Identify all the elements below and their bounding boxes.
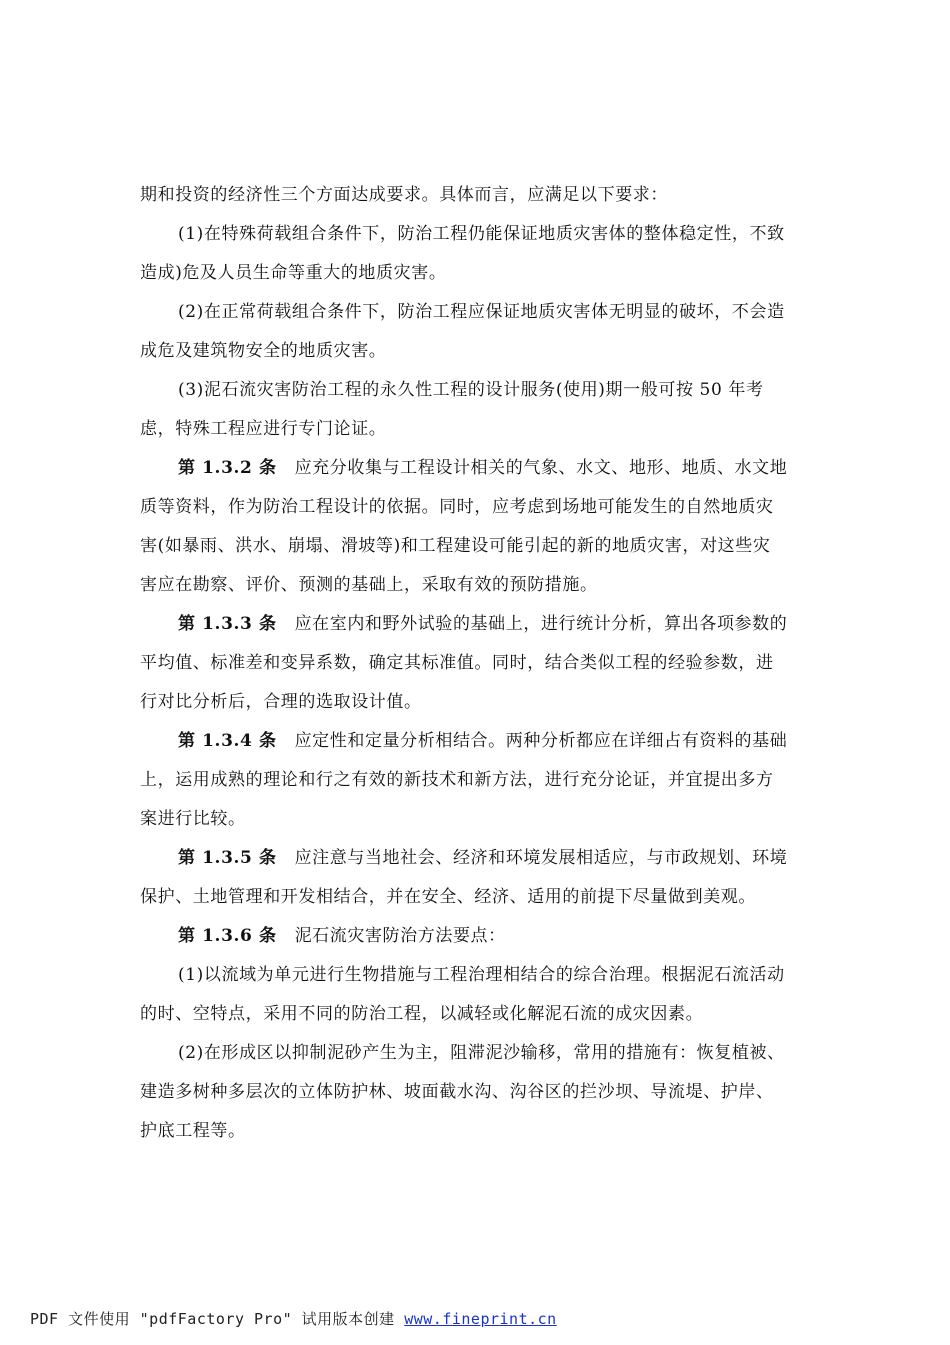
line-text: 成危及建筑物安全的地质灾害。 [140,341,387,361]
text-line [140,761,812,800]
line-text: 害(如暴雨、洪水、崩塌、滑坡等)和工程建设可能引起的新的地质灾害，对这些灾 [140,536,771,556]
text-line [140,839,812,878]
text-line [140,956,812,995]
line-text: 案进行比较。 [140,809,246,829]
line-text: 行对比分析后，合理的选取设计值。 [140,692,422,712]
text-line [140,1073,812,1112]
line-text: 上，运用成熟的理论和行之有效的新技术和新方法，进行充分论证，并宜提出多方 [140,770,774,790]
text-line [140,254,812,293]
text-line [140,683,812,722]
text-line [140,449,812,488]
article-number: 第 1.3.4 条 [178,731,277,751]
text-line [140,566,812,605]
text-line [140,527,812,566]
line-text: 建造多树种多层次的立体防护林、坡面截水沟、沟谷区的拦沙坝、导流堤、护岸、 [140,1082,774,1102]
text-line [140,995,812,1034]
text-line [140,878,812,917]
line-text: 应在室内和野外试验的基础上，进行统计分析，算出各项参数的 [294,614,788,634]
line-text: 害应在勘察、评价、预测的基础上，采取有效的预防措施。 [140,575,598,595]
line-text: 平均值、标准差和变异系数，确定其标准值。同时，结合类似工程的经验参数，进 [140,653,774,673]
line-text: (3)泥石流灾害防治工程的永久性工程的设计服务(使用)期一般可按 50 年考 [178,380,764,400]
line-text: (2)在形成区以抑制泥砂产生为主，阻滞泥沙输移，常用的措施有：恢复植被、 [178,1043,785,1063]
text-line [140,644,812,683]
text-line [140,293,812,332]
line-text: 的时、空特点，采用不同的防治工程，以减轻或化解泥石流的成灾因素。 [140,1004,704,1024]
line-text: (1)在特殊荷载组合条件下，防治工程仍能保证地质灾害体的整体稳定性，不致 [178,224,785,244]
line-text: 应注意与当地社会、经济和环境发展相适应，与市政规划、环境 [294,848,788,868]
line-text: 应定性和定量分析相结合。两种分析都应在详细占有资料的基础 [294,731,788,751]
article-number: 第 1.3.6 条 [178,926,277,946]
line-text: 虑，特殊工程应进行专门论证。 [140,419,387,439]
line-text: 保护、土地管理和开发相结合，并在安全、经济、适用的前提下尽量做到美观。 [140,887,756,907]
text-line [140,332,812,371]
line-text: (1)以流域为单元进行生物措施与工程治理相结合的综合治理。根据泥石流活动 [178,965,785,985]
pdf-footer [30,1308,557,1329]
text-line [140,176,812,215]
line-text: 质等资料，作为防治工程设计的依据。同时，应考虑到场地可能发生的自然地质灾 [140,497,774,517]
footer-link[interactable]: www.fineprint.cn [404,1310,557,1328]
text-line [140,917,812,956]
footer-text: PDF 文件使用 "pdfFactory Pro" 试用版本创建 [30,1310,405,1328]
text-line [140,410,812,449]
article-number: 第 1.3.5 条 [178,848,277,868]
line-text: 期和投资的经济性三个方面达成要求。具体而言，应满足以下要求： [140,185,668,205]
line-text: 泥石流灾害防治方法要点： [294,926,506,946]
text-line [140,800,812,839]
text-line [140,371,812,410]
text-line [140,1112,812,1151]
document-body [140,176,812,1151]
text-line [140,605,812,644]
line-text: 护底工程等。 [140,1121,246,1141]
text-line [140,722,812,761]
line-text: 应充分收集与工程设计相关的气象、水文、地形、地质、水文地 [294,458,788,478]
text-line [140,215,812,254]
article-number: 第 1.3.2 条 [178,458,277,478]
text-line [140,1034,812,1073]
article-number: 第 1.3.3 条 [178,614,277,634]
line-text: (2)在正常荷载组合条件下，防治工程应保证地质灾害体无明显的破坏，不会造 [178,302,785,322]
text-line [140,488,812,527]
line-text: 造成)危及人员生命等重大的地质灾害。 [140,263,447,283]
